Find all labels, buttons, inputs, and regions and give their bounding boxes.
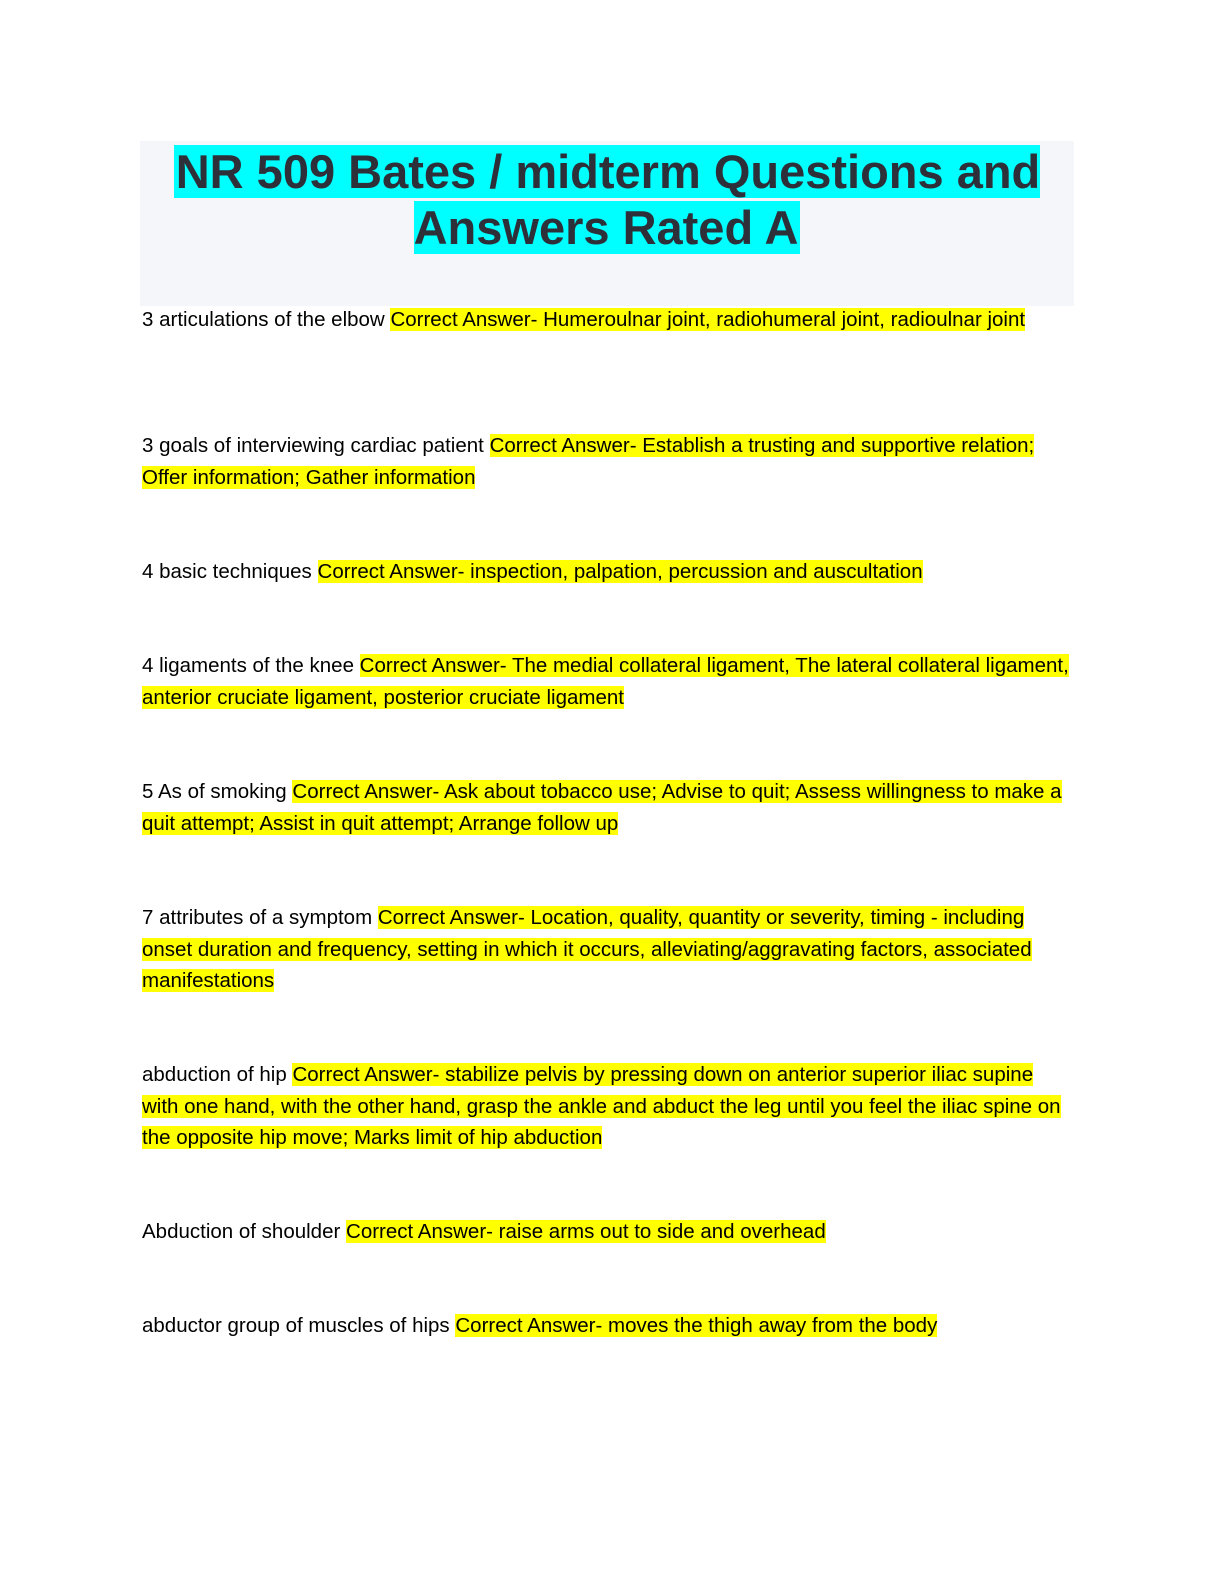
qa-question: abductor group of muscles of hips — [142, 1314, 450, 1337]
qa-question: 3 articulations of the elbow — [142, 308, 385, 331]
qa-question: abduction of hip — [142, 1063, 287, 1086]
qa-question: 7 attributes of a symptom — [142, 906, 373, 929]
qa-question: 3 goals of interviewing cardiac patient — [142, 434, 484, 457]
qa-item — [142, 1059, 1072, 1154]
qa-item — [142, 776, 1072, 839]
qa-question: 5 As of smoking — [142, 780, 287, 803]
qa-answer: Correct Answer- stabilize pelvis by pressing down on anterior superior iliac supine with one hand, with the other hand, grasp the ankle and abduct the leg until you feel the iliac spine on the opposite hip move; Marks limit of hip abduction — [142, 1063, 1061, 1149]
document-title-text: NR 509 Bates / midterm Questions and Answers Rated A — [175, 145, 1041, 254]
qa-item — [142, 304, 1072, 336]
qa-answer: Correct Answer- Establish a trusting and supportive relation; Offer information; Gather information — [142, 434, 1035, 489]
title-box — [140, 141, 1074, 306]
qa-question: 4 basic techniques — [142, 560, 312, 583]
qa-item — [142, 902, 1072, 997]
qa-item — [142, 650, 1072, 713]
qa-answer: Correct Answer- raise arms out to side and overhead — [346, 1220, 826, 1243]
qa-answer: Correct Answer- Humeroulnar joint, radiohumeral joint, radioulnar joint — [390, 308, 1026, 331]
qa-answer: Correct Answer- inspection, palpation, percussion and auscultation — [317, 560, 923, 583]
qa-item — [142, 430, 1072, 493]
qa-item — [142, 1310, 1072, 1342]
qa-answer: Correct Answer- moves the thigh away from the body — [455, 1314, 938, 1337]
qa-answer: Correct Answer- Ask about tobacco use; Advise to quit; Assess willingness to make a quit attempt; Assist in quit attempt; Arrange follow up — [142, 780, 1062, 835]
qa-question: 4 ligaments of the knee — [142, 654, 354, 677]
qa-item — [142, 556, 1072, 588]
qa-answer: Correct Answer- Location, quality, quantity or severity, timing - including onset duration and frequency, setting in which it occurs, alleviating/aggravating factors, associated manifestations — [142, 906, 1032, 992]
qa-question: Abduction of shoulder — [142, 1220, 341, 1243]
qa-answer: Correct Answer- The medial collateral ligament, The lateral collateral ligament, anterior cruciate ligament, posterior cruciate ligament — [142, 654, 1069, 709]
document-title — [140, 141, 1074, 256]
qa-item — [142, 1216, 1072, 1248]
